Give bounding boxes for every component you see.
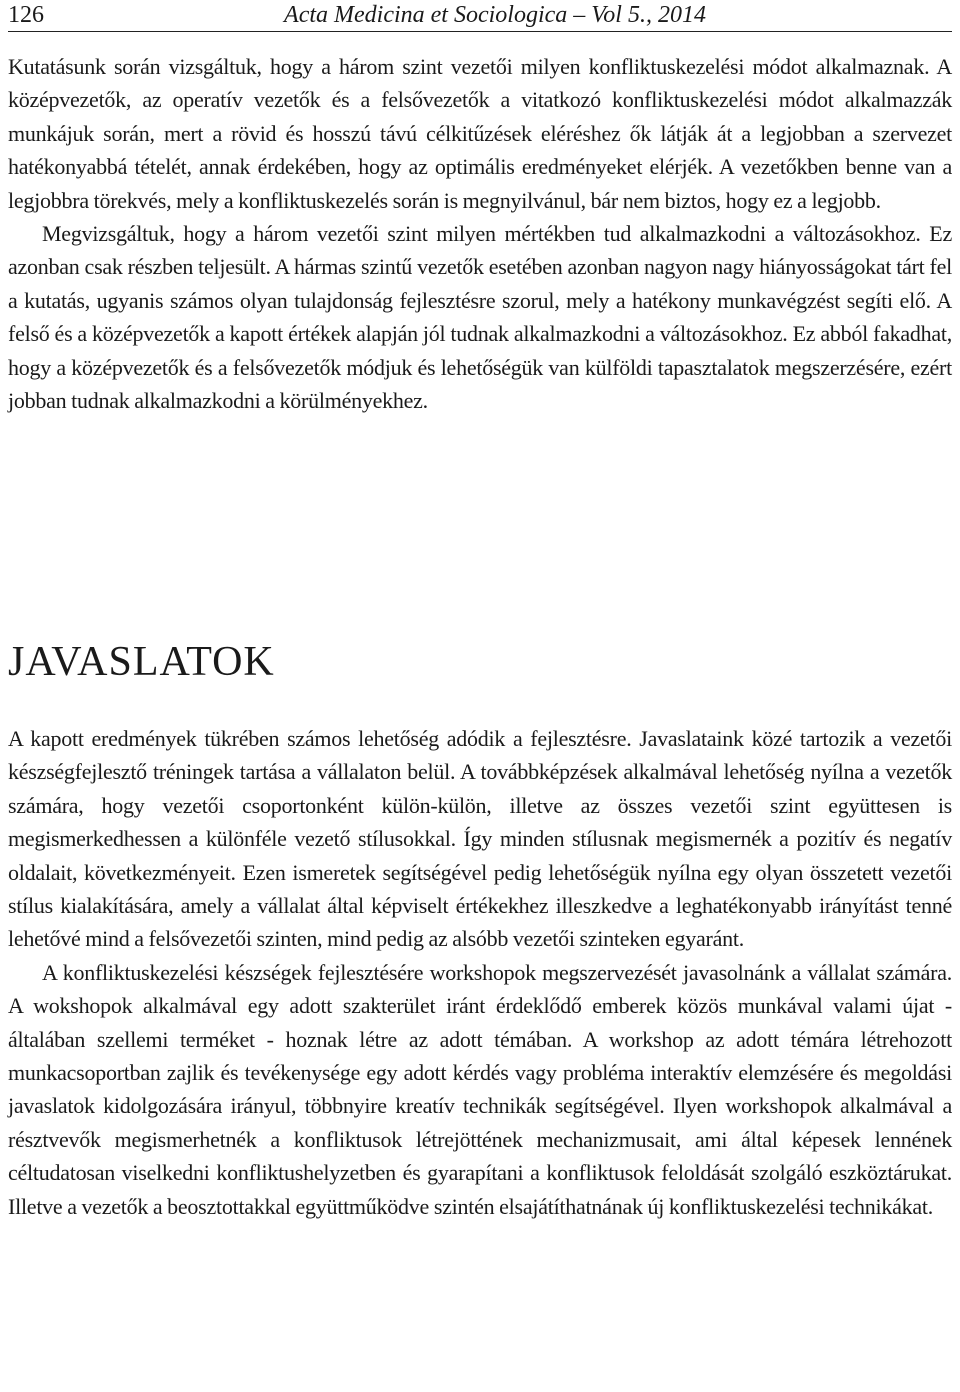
section-paragraph: A konfliktuskezelési készségek fejlesztésére workshopok megszervezését javasolnánk a vállalat számára. A wokshopok alkalmával egy adott szakterület iránt érdeklődő emberek közös munkával valami újat - általában szellemi terméket - hoznak létre az adott témában. A workshop az adott témára létrehozott munkacsoportban zajlik és tevékenysége egy adott kérdés vagy probléma interaktív elemzésére és megoldási javaslatok kidolgozására irányul, többnyire kreatív technikák segítségével. Ilyen workshopok alkalmával a résztvevők megismerhetnék a konfliktusok létrejöttének mechanizmusait, ami által képesek lennének céltudatosan viselkedni konfliktushelyzetben és gyarapítani a konfliktusok feloldását szolgáló eszköztárukat. Illetve a vezetők a beosztottakkal együttműködve szintén elsajátíthatnának új konfliktuskezelési technikákat. xyxy=(8,959,952,1219)
body-paragraph: Kutatásunk során vizsgáltuk, hogy a három szint vezetői milyen konfliktuskezelési módot alkalmaznak. A középvezetők, az operatív vezetők és a felsővezetők a vitatkozó konfliktuskezelési módot alkalmazzák munkájuk során, mert a rövid és hosszú távú célkitűzések eléréshez ők látják át a legjobban a szervezet hatékonyabbá tételét, annak érdekében, hogy az optimális eredményeket elérjék. A vezetőkben benne van a legjobbra törekvés, mely a konfliktuskezelés során is megnyilvánul, bár nem biztos, hogy ez a legjobb. xyxy=(8,54,952,213)
section-paragraph: A kapott eredmények tükrében számos lehetőség adódik a fejlesztésre. Javaslataink közé tartozik a vezetői készségfejlesztő tréningek tartása a vállalaton belül. A továbbképzések alkalmával lehetőség nyílna a vezetők számára, hogy vezetői csoportonként külön-külön, illetve az összes vezetői szint együttesen is megismerkedhessen a különféle vezető stílusokkal. Így minden stílusnak megismernék a pozitív és negatív oldalait, következményeit. Ezen ismeretek segítségével pedig lehetőségük nyílna egy olyan összetett vezetői stílus kialakítására, amely a vállalat által képviselt értékekhez illeszkedve a leghatékonyabb irányítást tenné lehetővé mind a felsővezetői szinten, mind pedig az alsóbb vezetői szinteken egyaránt. xyxy=(8,726,952,952)
section-heading: JAVASLATOK xyxy=(8,639,275,685)
running-header xyxy=(8,0,952,32)
page-number: 126 xyxy=(8,2,44,28)
body-paragraph: Megvizsgáltuk, hogy a három vezetői szint milyen mértékben tud alkalmazkodni a változásokhoz. Ez azonban csak részben teljesült. A hármas szintű vezetők esetében azonban nagyon nagy hiányosságokat tárt fel a kutatás, ugyanis számos olyan tulajdonság fejlesztésre szorul, mely a hatékony munkavégzést segíti elő. A felső és a középvezetők a kapott értékek alapján jól tudnak alkalmazkodni a változásokhoz. Ez abból fakadhat, hogy a középvezetők és a felsővezetők módjuk és lehetőségük van külföldi tapasztalatok megszerzésére, ezért jobban tudnak alkalmazkodni a körülményekhez. xyxy=(8,221,952,414)
section-text xyxy=(8,722,952,1223)
journal-title: Acta Medicina et Sociologica – Vol 5., 2014 xyxy=(284,2,706,28)
body-text xyxy=(8,50,952,417)
